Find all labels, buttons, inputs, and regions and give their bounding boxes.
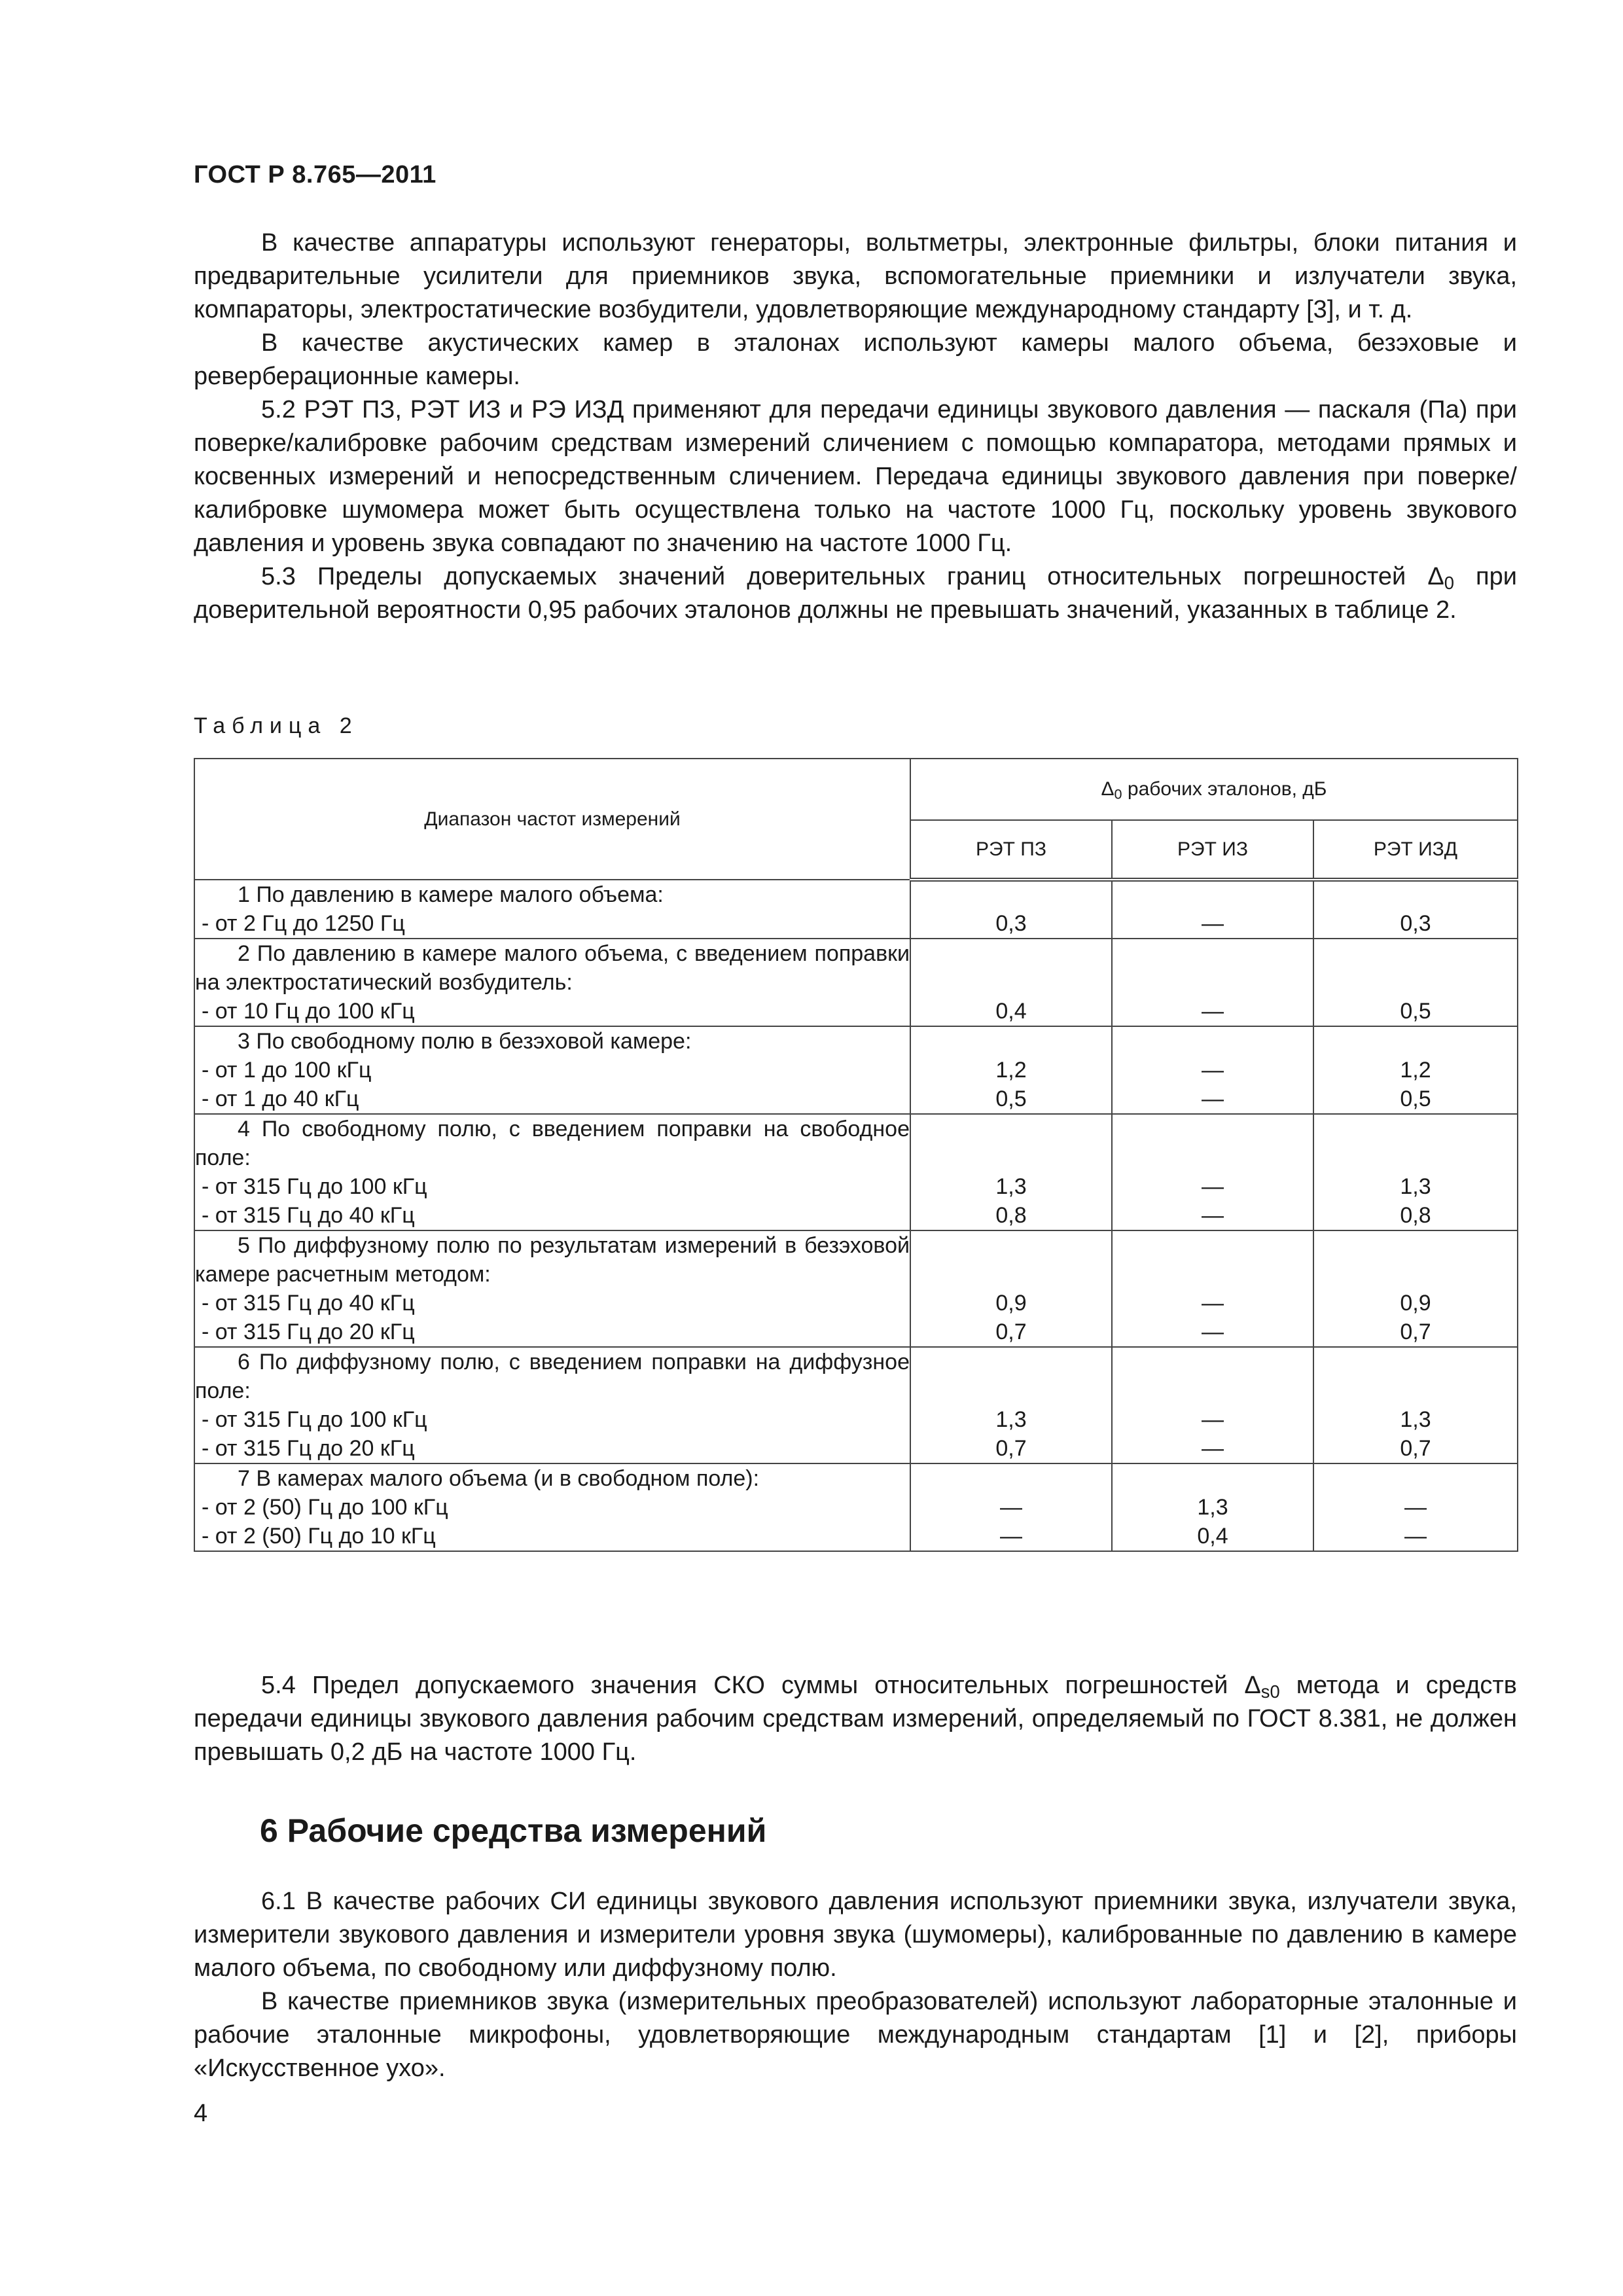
header-ret-izd: РЭТ ИЗД [1313,820,1518,880]
paragraph-receivers: В качестве приемников звука (измерительных преобразователей) используют лабораторные эталонные и рабочие эталонные микрофоны, удовлетворяющие международным стандартам [1] и [2], приборы «Искусственное ухо». [194,1988,1517,2082]
value-cell-ret-izd [1313,880,1518,939]
range-item: - от 315 Гц до 40 кГц [202,1291,415,1316]
value: 1,3 [1400,1174,1431,1199]
range-title: 4 По свободному полю, с введением поправки на свободное поле: [195,1117,910,1170]
table-row [194,1347,1518,1463]
value: 0,5 [995,1086,1027,1111]
value-cell-ret-iz [1112,1347,1313,1463]
paragraph-5-4 [194,1669,1517,1769]
section-6-title: 6 Рабочие средства измерений [260,1812,767,1849]
value: — [1202,1436,1224,1461]
range-cell [194,1347,910,1463]
value: 0,7 [995,1436,1027,1461]
value: — [1202,1203,1224,1228]
value: — [1202,1058,1224,1083]
paragraph-5-4-text: 5.4 Предел допускаемого значения СКО суммы относительных погрешностей Δ [261,1672,1261,1699]
value-cell-ret-pz [910,1347,1112,1463]
value: — [1202,1174,1224,1199]
value-cell-ret-izd [1313,1463,1518,1551]
accuracy-table [194,758,1518,1552]
value-cell-ret-iz [1112,1463,1313,1551]
range-item: - от 2 (50) Гц до 10 кГц [202,1524,436,1549]
value-cell-ret-izd [1313,939,1518,1026]
value: 1,2 [995,1058,1027,1083]
range-title: 2 По давлению в камере малого объема, с введением поправки на электростатический возбудитель: [195,941,910,995]
table-row [194,1463,1518,1551]
range-item: - от 315 Гц до 40 кГц [202,1203,415,1228]
header-group [910,759,1518,820]
value-cell-ret-iz [1112,1230,1313,1347]
value-cell-ret-izd [1313,1347,1518,1463]
value: — [1202,1319,1224,1344]
range-title: 5 По диффузному полю по результатам измерений в безэховой камере расчетным методом: [195,1233,910,1287]
value: 1,3 [1400,1407,1431,1432]
table-row [194,880,1518,939]
value: 0,3 [995,911,1027,936]
table-caption: Таблица 2 [194,713,359,738]
value-cell-ret-iz [1112,1026,1313,1114]
range-title: 3 По свободному полю в безэховой камере: [238,1029,692,1054]
value: 0,5 [1400,1086,1431,1111]
value-cell-ret-izd [1313,1114,1518,1230]
value-cell-ret-izd [1313,1230,1518,1347]
paragraph-5-3-text: 5.3 Пределы допускаемых значений доверительных границ относительных погрешностей Δ [261,563,1444,590]
range-title: 7 В камерах малого объема (и в свободном поле): [238,1466,760,1491]
delta-s0-subscript: s0 [1260,1681,1280,1702]
paragraph-equipment: В качестве аппаратуры используют генераторы, вольтметры, электронные фильтры, блоки питания и предварительные усилители для приемников звука, вспомогательные приемники и излучатели звука, компараторы, электростатические возбудители, удовлетворяющие международному стандарту [3], и т. д. [194,229,1517,323]
value: — [1202,999,1224,1024]
header-group-prefix: Δ [1101,778,1115,800]
value: 1,3 [995,1174,1027,1199]
paragraph-5-4-block [194,1669,1517,1769]
value-cell-ret-pz [910,1026,1112,1114]
value: 0,8 [995,1203,1027,1228]
table-container [194,758,1518,1552]
page-number: 4 [194,2100,208,2127]
paragraph-5-4-text-end: метода и средств передачи единицы звукового давления рабочим средствам измерений, определяемый по ГОСТ 8.381, не должен превышать 0,2 дБ на частоте 1000 Гц. [194,1672,1517,1766]
value: 0,7 [995,1319,1027,1344]
range-cell [194,1463,910,1551]
value: 0,7 [1400,1319,1431,1344]
range-item: - от 2 Гц до 1250 Гц [202,911,405,936]
delta-subscript: 0 [1444,572,1454,593]
value: 0,3 [1400,911,1431,936]
intro-block [194,226,1517,627]
range-title: 1 По давлению в камере малого объема: [238,882,664,907]
range-cell [194,1026,910,1114]
table-row [194,1114,1518,1230]
header-ret-pz: РЭТ ПЗ [910,820,1112,880]
value: 0,7 [1400,1436,1431,1461]
value: — [1202,1407,1224,1432]
range-item: - от 1 до 100 кГц [202,1058,372,1083]
header-group-suffix: рабочих эталонов, дБ [1122,778,1327,800]
range-cell [194,880,910,939]
value: — [1404,1495,1427,1520]
paragraph-5-3 [194,560,1517,627]
table-row [194,939,1518,1026]
value: — [1000,1524,1022,1549]
value: 0,9 [995,1291,1027,1316]
value: — [1202,1291,1224,1316]
value: — [1000,1495,1022,1520]
paragraph-chambers: В качестве акустических камер в эталонах используют камеры малого объема, безэховые и реверберационные камеры. [194,329,1517,390]
value: 1,3 [995,1407,1027,1432]
range-title: 6 По диффузному полю, с введением поправки на диффузное поле: [195,1350,910,1403]
range-item: - от 1 до 40 кГц [202,1086,359,1111]
value: — [1404,1524,1427,1549]
value: 1,3 [1197,1495,1228,1520]
value-cell-ret-iz [1112,939,1313,1026]
paragraph-5-2: 5.2 РЭТ ПЗ, РЭТ ИЗ и РЭ ИЗД применяют для передачи единицы звукового давления — паскаля (Па) при поверке/калибровке рабочим средствам измерений сличением с помощью компаратора, методами прямых и косвенных измерений и непосредственным сличением. Передача единицы звукового давления при поверке/калибровке шумомера может быть осуществлена только на частоте 1000 Гц, поскольку уровень звукового давления и уровень звука совпадают по значению на частоте 1000 Гц. [194,396,1517,557]
range-item: - от 315 Гц до 20 кГц [202,1319,415,1344]
range-cell [194,1114,910,1230]
paragraph-6-1: 6.1 В качестве рабочих СИ единицы звукового давления используют приемники звука, излучатели звука, измерители звукового давления и измерители уровня звука (шумомеры), калиброванные по давлению в камере малого объема, по свободному или диффузному полю. [194,1888,1517,1982]
value: 0,9 [1400,1291,1431,1316]
value: 0,4 [995,999,1027,1024]
value-cell-ret-pz [910,1114,1112,1230]
value-cell-ret-iz [1112,1114,1313,1230]
value: — [1202,911,1224,936]
value: 0,8 [1400,1203,1431,1228]
range-item: - от 315 Гц до 100 кГц [202,1174,427,1199]
value-cell-ret-iz [1112,880,1313,939]
range-item: - от 2 (50) Гц до 100 кГц [202,1495,448,1520]
value: 0,5 [1400,999,1431,1024]
value-cell-ret-pz [910,1463,1112,1551]
range-item: - от 315 Гц до 100 кГц [202,1407,427,1432]
value-cell-ret-pz [910,1230,1112,1347]
table-row [194,1230,1518,1347]
paragraph-5-3-text-end: при доверительной вероятности 0,95 рабочих эталонов должны не превышать значений, указанных в таблице 2. [194,563,1517,624]
value-cell-ret-pz [910,939,1112,1026]
table-row [194,1026,1518,1114]
header-ret-iz: РЭТ ИЗ [1112,820,1313,880]
document-header: ГОСТ Р 8.765—2011 [194,161,437,188]
section-6-body [194,1885,1517,2085]
value-cell-ret-izd [1313,1026,1518,1114]
range-item: - от 10 Гц до 100 кГц [202,999,415,1024]
value: — [1202,1086,1224,1111]
range-item: - от 315 Гц до 20 кГц [202,1436,415,1461]
header-range: Диапазон частот измерений [194,759,910,880]
value-cell-ret-pz [910,880,1112,939]
value: 1,2 [1400,1058,1431,1083]
range-cell [194,1230,910,1347]
header-group-subscript: 0 [1114,785,1122,802]
range-cell [194,939,910,1026]
value: 0,4 [1197,1524,1228,1549]
